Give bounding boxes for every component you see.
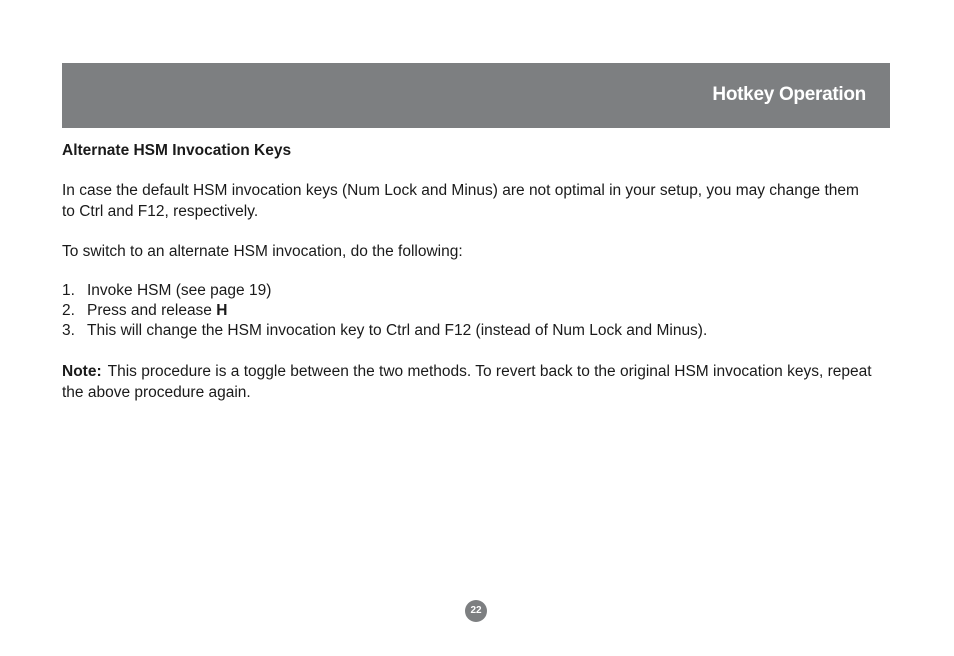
main-content bbox=[62, 140, 874, 403]
step-number: 3. bbox=[62, 322, 75, 339]
note-label: Note: bbox=[62, 363, 102, 380]
section-heading: Alternate HSM Invocation Keys bbox=[62, 142, 292, 159]
step-text: This will change the HSM invocation key to Ctrl and F12 (instead of Num Lock and Minus). bbox=[87, 322, 708, 339]
page-number-badge: 22 bbox=[465, 600, 487, 622]
instructions-intro: To switch to an alternate HSM invocation, do the following: bbox=[62, 243, 463, 260]
header-band bbox=[62, 63, 890, 128]
intro-paragraph: In case the default HSM invocation keys (Num Lock and Minus) are not optimal in your setup, you may change them to Ctrl and F12, respectively. bbox=[62, 182, 859, 220]
step-text: Press and release bbox=[87, 302, 217, 319]
steps-list bbox=[62, 281, 874, 341]
note-paragraph bbox=[62, 361, 874, 403]
note-text: This procedure is a toggle between the two methods. To revert back to the original HSM invocation keys, repeat the above procedure again. bbox=[62, 363, 872, 401]
page-title: Hotkey Operation bbox=[712, 84, 866, 105]
hotkey-label: H bbox=[216, 302, 228, 319]
list-item bbox=[62, 301, 874, 321]
step-number: 2. bbox=[62, 302, 75, 319]
step-text-wrap bbox=[87, 301, 227, 321]
list-item bbox=[62, 281, 874, 301]
step-text: Invoke HSM (see page 19) bbox=[87, 282, 272, 299]
step-number: 1. bbox=[62, 282, 75, 299]
list-item bbox=[62, 321, 874, 341]
